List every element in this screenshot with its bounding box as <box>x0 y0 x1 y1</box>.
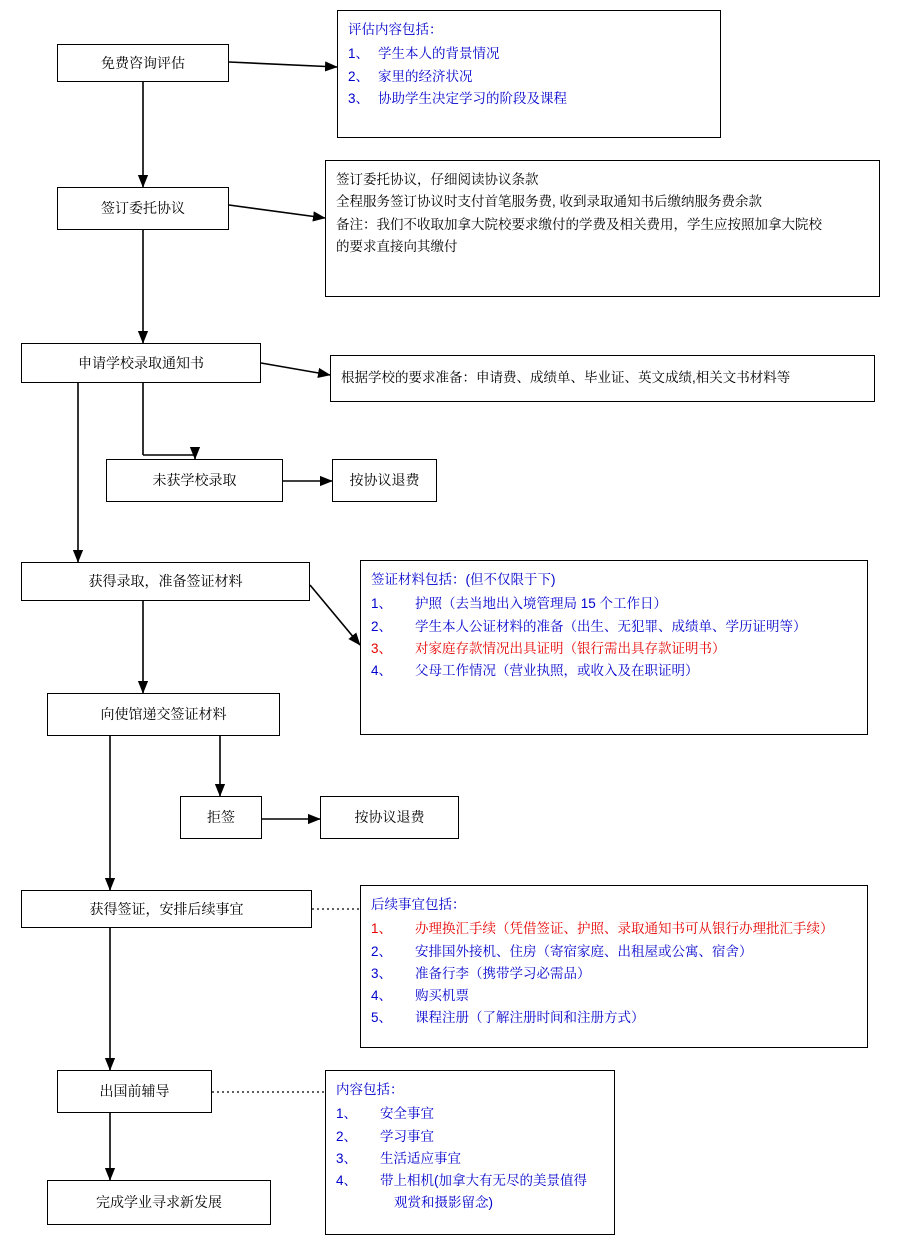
callout-text: 学习事宜 <box>380 1128 434 1144</box>
callout-line <box>336 1148 604 1170</box>
callout-line: 根据学校的要求准备：申请费、成绩单、毕业证、英文成绩,相关文书材料等 <box>341 370 791 386</box>
callout-text: 学生本人的背景情况 <box>378 46 500 62</box>
callout-line: 全程服务签订协议时支付首笔服务费, 收到录取通知书后缴纳服务费余款 <box>336 194 763 210</box>
callout-line <box>371 1007 857 1029</box>
callout-line <box>336 1126 604 1148</box>
callout-index: 2、 <box>348 68 370 84</box>
callout-line <box>348 43 710 65</box>
callout-text: 带上相机(加拿大有无尽的美景值得 <box>380 1173 587 1189</box>
callout-line <box>336 1170 604 1192</box>
node-label: 完成学业寻求新发展 <box>96 1194 222 1211</box>
callout-index: 3、 <box>348 90 370 106</box>
node-sign-agreement[interactable] <box>57 187 229 230</box>
node-label: 向使馆递交签证材料 <box>100 706 227 723</box>
callout-index: 1、 <box>371 596 393 612</box>
callout-line: 签订委托协议，仔细阅读协议条款 <box>336 172 539 187</box>
callout-line <box>371 616 857 638</box>
node-label: 按协议退费 <box>354 809 425 826</box>
callout-line <box>371 941 857 963</box>
callout-agreement-terms <box>325 160 880 297</box>
node-submit-visa-materials[interactable] <box>47 693 280 736</box>
node-label: 签订委托协议 <box>101 200 185 217</box>
node-predeparture-guidance[interactable] <box>57 1070 212 1113</box>
callout-line <box>371 593 857 615</box>
callout-index: 1、 <box>348 46 370 62</box>
callout-header: 后续事宜包括： <box>371 897 466 912</box>
node-apply-offer[interactable] <box>21 343 261 383</box>
callout-line <box>336 1103 604 1125</box>
callout-line <box>371 985 857 1007</box>
node-label: 未获学校录取 <box>152 472 237 489</box>
callout-text: 生活适应事宜 <box>380 1150 461 1166</box>
callout-index: 2、 <box>371 618 393 634</box>
callout-text: 安全事宜 <box>380 1106 434 1122</box>
callout-index: 2、 <box>336 1128 358 1144</box>
callout-predeparture-content <box>325 1070 615 1235</box>
node-label: 免费咨询评估 <box>101 54 185 71</box>
callout-followup-items <box>360 885 868 1048</box>
callout-line: 的要求直接向其缴付 <box>336 238 458 254</box>
callout-line <box>371 918 857 940</box>
callout-application-docs <box>330 355 875 402</box>
callout-line <box>371 660 857 682</box>
callout-index: 4、 <box>336 1173 358 1189</box>
callout-header: 签证材料包括：(但不仅限于下) <box>371 572 556 587</box>
callout-text: 父母工作情况（营业执照，或收入及在职证明） <box>415 663 699 679</box>
node-label: 申请学校录取通知书 <box>78 354 204 371</box>
callout-index: 3、 <box>371 965 393 981</box>
node-visa-granted-followup[interactable] <box>21 890 312 928</box>
node-label: 获得录取，准备签证材料 <box>88 573 243 590</box>
node-not-accepted[interactable] <box>106 459 283 502</box>
callout-visa-materials <box>360 560 868 735</box>
node-label: 出国前辅导 <box>99 1083 170 1100</box>
callout-text: 课程注册（了解注册时间和注册方式） <box>415 1010 645 1026</box>
node-visa-refused[interactable] <box>180 796 262 839</box>
callout-header: 内容包括： <box>336 1082 404 1097</box>
callout-text: 观赏和摄影留念) <box>394 1195 493 1211</box>
callout-index: 4、 <box>371 988 393 1004</box>
callout-text: 购买机票 <box>415 988 469 1004</box>
node-free-consultation[interactable] <box>57 44 229 82</box>
callout-index: 3、 <box>371 640 393 656</box>
callout-text: 安排国外接机、住房（寄宿家庭、出租屋或公寓、宿舍） <box>415 943 753 959</box>
node-label: 按协议退费 <box>349 472 420 489</box>
node-refund-per-agreement-2[interactable] <box>320 796 459 839</box>
callout-index: 4、 <box>371 663 393 679</box>
callout-text: 护照（去当地出入境管理局 15 个工作日） <box>415 596 668 612</box>
node-label: 拒签 <box>207 809 235 826</box>
callout-text: 学生本人公证材料的准备（出生、无犯罪、成绩单、学历证明等） <box>415 618 807 634</box>
callout-index: 1、 <box>336 1106 358 1122</box>
callout-line: 备注：我们不收取加拿大院校要求缴付的学费及相关费用，学生应按照加拿大院校 <box>336 216 822 232</box>
callout-header: 评估内容包括： <box>348 22 443 37</box>
callout-index: 3、 <box>336 1150 358 1166</box>
node-label: 获得签证，安排后续事宜 <box>89 900 244 917</box>
callout-text: 准备行李（携带学习必需品） <box>415 965 591 981</box>
callout-assessment-content <box>337 10 721 138</box>
callout-index: 5、 <box>371 1010 393 1026</box>
callout-line <box>371 638 857 660</box>
callout-index: 1、 <box>371 921 393 937</box>
callout-line <box>371 963 857 985</box>
node-complete-studies[interactable] <box>47 1180 271 1225</box>
callout-text: 对家庭存款情况出具证明（银行需出具存款证明书） <box>415 640 726 656</box>
callout-text: 协助学生决定学习的阶段及课程 <box>378 90 567 106</box>
callout-text: 家里的经济状况 <box>378 68 473 84</box>
node-refund-per-agreement-1[interactable] <box>332 459 437 502</box>
callout-text: 办理换汇手续（凭借签证、护照、录取通知书可从银行办理批汇手续） <box>415 921 834 937</box>
callout-line <box>336 1192 604 1214</box>
callout-index: 2、 <box>371 943 393 959</box>
callout-line <box>348 66 710 88</box>
callout-line <box>348 88 710 110</box>
node-accepted-prepare-visa[interactable] <box>21 562 310 601</box>
